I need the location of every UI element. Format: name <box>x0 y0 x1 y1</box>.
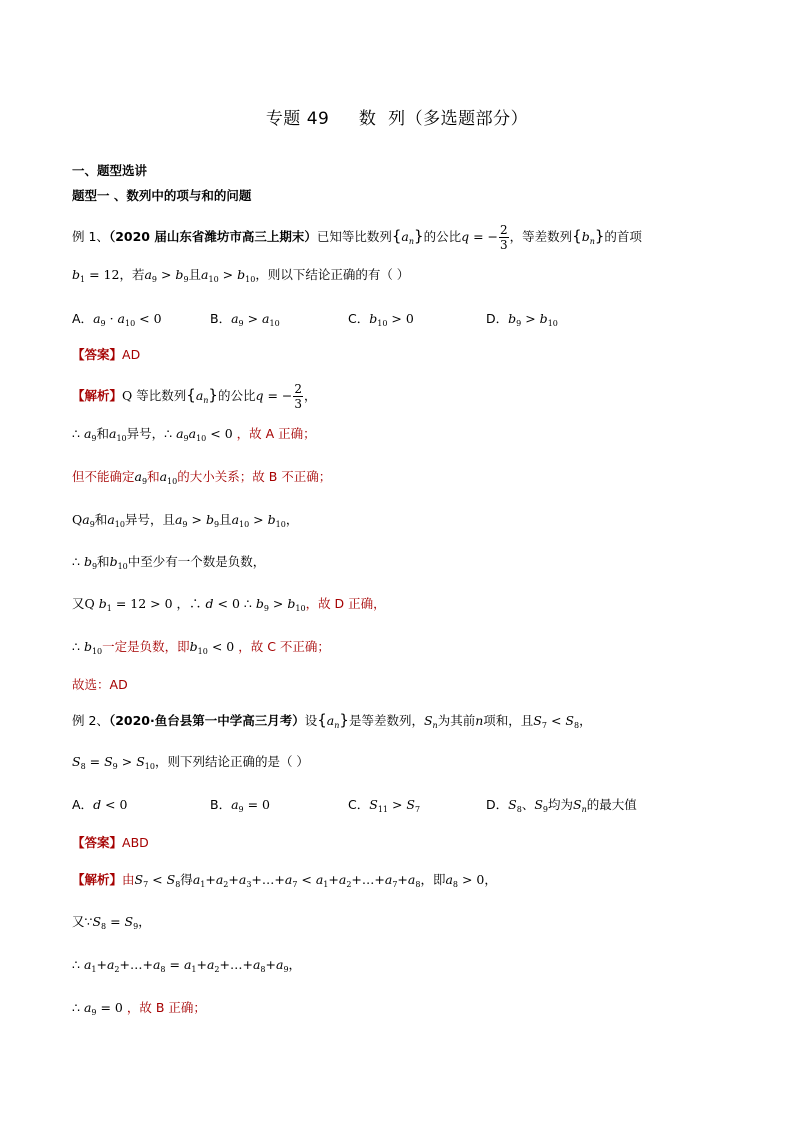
example-1-analysis-2: ∴ $a_9$和$a_{10}$异号，∴ $a_9a_{10} < 0$ ，故 A 正确； <box>72 426 316 443</box>
example-1-analysis-6: 又Q $b_1 = 12 > 0$ ，∴ d < 0 ∴ $b_9 > b_{10}$，故 D 正确， <box>72 596 386 613</box>
analysis-text: 但不能确定 <box>72 469 135 484</box>
fraction-two-thirds: $\frac{2}{3}$ <box>500 223 508 252</box>
stem-text: ，等差数列 <box>509 229 573 244</box>
example-1-analysis-1: 【解析】Q 等比数列$\{a_n\}$的公比q = − $\frac{2}{3}$ ， <box>72 382 317 411</box>
stem-text: ， <box>579 713 592 728</box>
example-2-analysis-3: ∴ $a_1+a_2+\dots+a_8$ = $a_1+a_2+\dots+a_8+a_9$， <box>72 957 302 974</box>
example-1-analysis-3: 但不能确定$a_9$和$a_{10}$的大小关系；故 B 不正确； <box>72 469 332 486</box>
topic-heading: 题型一 、数列中的项与和的问题 <box>72 188 252 203</box>
example-2-option-b: B．$a_9 = 0$ <box>210 797 270 814</box>
conclusion-label: 故选： <box>72 677 110 692</box>
example-2-stem-line2: $S_8 = S_9 > S_{10}$，则下列结论正确的是（ ） <box>72 754 309 771</box>
analysis-text: 由 <box>122 872 135 887</box>
analysis-text: ，故 C 不正确； <box>238 639 330 654</box>
analysis-label: 【解析】 <box>72 872 123 887</box>
analysis-text: ， <box>138 914 151 929</box>
example-1-option-a: A．$a_9 \cdot a_{10} < 0$ <box>72 311 162 328</box>
stem-text: 的公比 <box>423 229 462 244</box>
example-1-stem-line2: $b_1 = 12$，若$a_9 > b_9$且$a_{10} > b_{10}$，则以下结论正确的有（ ） <box>72 267 410 284</box>
answer-label: 【答案】 <box>72 347 123 362</box>
section-heading: 一、题型选讲 <box>72 163 148 178</box>
stem-text: 的首项 <box>604 229 642 244</box>
example-2-source: （2020·鱼台县第一中学高三月考） <box>108 713 305 728</box>
analysis-text: 得 <box>180 872 193 887</box>
analysis-text: 又 <box>72 596 85 611</box>
example-2-option-c: C．$S_{11} > S_7$ <box>348 797 421 814</box>
option-text: 均为 <box>548 797 574 812</box>
example-1-analysis-5: ∴ $b_9$和$b_{10}$中至少有一个数是负数， <box>72 554 266 571</box>
analysis-text: 异号， <box>126 426 165 441</box>
analysis-text: 一定是负数，即 <box>102 639 190 654</box>
analysis-text: 和 <box>97 554 110 569</box>
example-1-stem: 例 1、（2020 届山东省潍坊市高三上期末）已知等比数列$\{a_n\}$的公比q = − $\frac{2}{3}$ ，等差数列$\{b_n\}$的首项 <box>72 223 642 252</box>
example-2-analysis-1: 【解析】由$S_7 < S_8$得$a_1+a_2+a_3+\dots+a_7$ < $a_1+a_2+\dots+a_7+a_8$，即$a_8 > 0$， <box>72 872 497 889</box>
analysis-text: 且 <box>219 512 232 527</box>
analysis-text: ， <box>288 957 302 972</box>
stem-text: 已知等比数列 <box>316 229 392 244</box>
option-label: C． <box>348 311 370 326</box>
answer-label: 【答案】 <box>72 835 123 850</box>
analysis-text: 又∵ <box>72 914 93 929</box>
example-2-option-d: D．$S_8$、$S_9$均为$S_n$的最大值 <box>486 797 637 814</box>
example-1-analysis-7: ∴ $b_{10}$一定是负数，即$b_{10} < 0$ ，故 C 不正确； <box>72 639 330 656</box>
example-1-option-d: D．$b_9 > b_{10}$ <box>486 311 558 328</box>
option-label: A． <box>72 311 94 326</box>
stem-text: 为其前 <box>437 713 476 728</box>
analysis-text: ，即 <box>420 872 446 887</box>
option-text: 、 <box>521 797 535 812</box>
option-label: B． <box>210 311 232 326</box>
example-1-option-c: C．$b_{10} > 0$ <box>348 311 414 328</box>
example-1-answer <box>72 346 140 364</box>
option-label: C． <box>348 797 370 812</box>
analysis-text: 和 <box>147 469 160 484</box>
stem-text: 设 <box>304 713 318 728</box>
fraction-two-thirds: $\frac{2}{3}$ <box>294 382 303 411</box>
analysis-text: 的公比 <box>217 388 256 403</box>
option-label: A． <box>72 797 94 812</box>
analysis-label: 【解析】 <box>72 388 123 403</box>
analysis-text: 等比数列 <box>136 388 187 403</box>
example-2-prefix: 例 2、 <box>72 713 109 728</box>
stem-text: 且 <box>188 267 202 282</box>
example-1-source: （2020 届山东省潍坊市高三上期末） <box>108 229 317 244</box>
analysis-text: 的大小关系；故 B 不正确； <box>177 469 332 484</box>
stem-text: ，则下列结论正确的是（ ） <box>154 754 309 769</box>
option-text: 的最大值 <box>586 797 637 812</box>
example-2-analysis-4: ∴ $a_9 = 0$ ，故 B 正确； <box>72 1000 206 1017</box>
example-2-stem: 例 2、（2020·鱼台县第一中学高三月考）设$\{a_n\}$是等差数列，$S_n$为其前n项和，且$S_7 < S_8$， <box>72 711 592 730</box>
option-label: D． <box>486 311 509 326</box>
answer-value: AD <box>122 347 141 362</box>
stem-text: ，若 <box>119 267 145 282</box>
analysis-text: ， <box>484 872 497 887</box>
stem-text: 是等差数列， <box>348 713 424 728</box>
stem-text: ，则以下结论正确的有（ ） <box>255 267 410 282</box>
option-label: D． <box>486 797 509 812</box>
analysis-text: ，故 A 正确； <box>236 426 316 441</box>
example-2-option-a: A．d < 0 <box>72 797 128 812</box>
analysis-text: ，故 D 正确， <box>305 596 386 611</box>
page-title: 专题 49 数 列（多选题部分） <box>265 109 529 129</box>
example-2-analysis-2: 又$\because S_8 = S_9$， <box>72 914 151 931</box>
example-1-analysis-4: $Qa_9$和$a_{10}$异号，且$a_9 > b_9$且$a_{10} > b_{10}$， <box>72 512 299 529</box>
example-1-option-b: B．$a_9 > a_{10}$ <box>210 311 280 328</box>
analysis-text: 异号，且 <box>124 512 175 527</box>
analysis-text: 和 <box>94 512 108 527</box>
answer-value: ABD <box>122 835 149 850</box>
analysis-text: 中至少有一个数是负数， <box>127 554 266 569</box>
stem-text: 项和，且 <box>483 713 534 728</box>
example-1-prefix: 例 1、 <box>72 229 109 244</box>
analysis-text: 和 <box>96 426 109 441</box>
analysis-text: ， <box>285 512 299 527</box>
example-1-conclusion <box>72 676 128 694</box>
analysis-text: ，故 B 正确； <box>126 1000 206 1015</box>
conclusion-value: AD <box>109 677 128 692</box>
example-2-answer <box>72 834 149 852</box>
option-label: B． <box>210 797 232 812</box>
